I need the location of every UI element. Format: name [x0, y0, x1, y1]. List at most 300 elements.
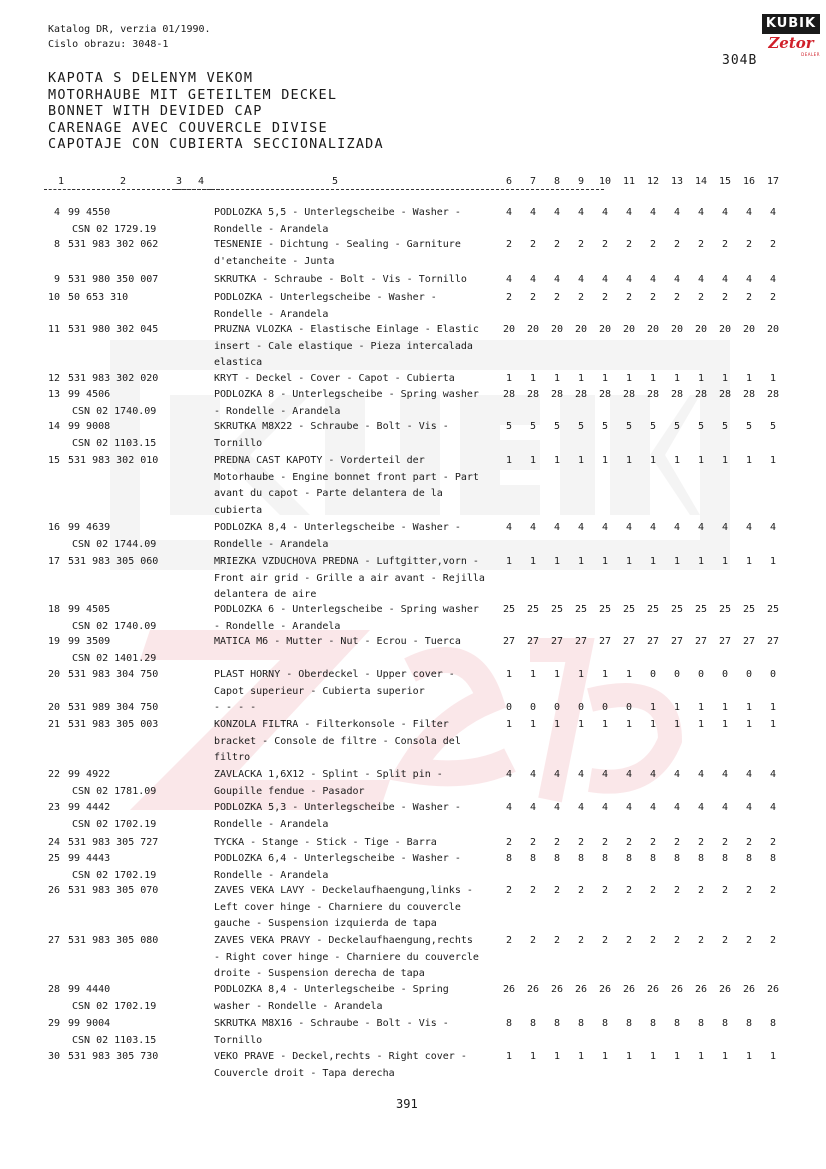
- description-line: ZAVES VEKA PRAVY - Deckelaufhaengung,rechts: [214, 935, 473, 946]
- part-number-primary: 531 980 350 007: [68, 274, 159, 285]
- quantity-cell: 1: [553, 1051, 561, 1062]
- variant-column-9: 9: [577, 176, 585, 187]
- quantity-cell: 27: [526, 636, 540, 647]
- quantity-cell: 4: [553, 274, 561, 285]
- description-line: Rondelle - Arandela: [214, 818, 329, 830]
- part-number: [68, 272, 208, 289]
- quantity-cell: 0: [721, 669, 729, 680]
- quantity-cell: 4: [505, 207, 513, 218]
- position-number: 13: [47, 389, 60, 400]
- figure-code: 304B: [722, 53, 758, 68]
- part-number: [68, 520, 208, 553]
- quantity-cell: 1: [769, 719, 777, 730]
- quantity-cell: 25: [502, 604, 516, 615]
- description-line: - - - -: [214, 702, 257, 713]
- description-line: PODLOZKA 8 - Unterlegscheibe - Spring washer: [214, 389, 479, 400]
- quantity-cell: 2: [529, 885, 537, 896]
- quantity-cell: 8: [745, 1018, 753, 1029]
- quantity-cell: 1: [577, 455, 585, 466]
- quantity-cell: 26: [598, 984, 612, 995]
- quantity-cell: 1: [625, 373, 633, 384]
- description-line: Goupille fendue - Pasador: [214, 785, 365, 797]
- quantity-cell: 1: [505, 455, 513, 466]
- quantity-cell: 2: [625, 292, 633, 303]
- quantity-cell: 4: [697, 522, 705, 533]
- quantity-cell: 4: [601, 802, 609, 813]
- quantity-cell: 4: [649, 207, 657, 218]
- quantity-cell: 4: [673, 522, 681, 533]
- quantity-cell: 2: [769, 885, 777, 896]
- quantity-cell: 1: [697, 455, 705, 466]
- quantity-cell: 1: [769, 556, 777, 567]
- description-line: PODLOZKA 5,5 - Unterlegscheibe - Washer -: [214, 207, 461, 218]
- variant-column-12: 12: [646, 176, 660, 187]
- description-line: ZAVLACKA 1,6X12 - Splint - Split pin -: [214, 769, 443, 780]
- description-line: d'etancheite - Junta: [214, 255, 335, 267]
- description-line: Tornillo: [214, 1034, 263, 1046]
- part-number-standard: CSN 02 1103.15: [72, 1034, 157, 1046]
- description-line: PRUZNA VLOZKA - Elastische Einlage - Elastic: [214, 324, 479, 335]
- position-number: 15: [47, 455, 60, 466]
- quantity-cell: 1: [553, 669, 561, 680]
- quantity-cell: 1: [601, 373, 609, 384]
- part-number-standard: CSN 02 1401.29: [72, 652, 157, 664]
- quantity-cell: 2: [553, 239, 561, 250]
- quantity-cell: 25: [694, 604, 708, 615]
- quantity-cell: 1: [697, 719, 705, 730]
- part-number: [68, 883, 208, 900]
- quantity-cell: 4: [577, 802, 585, 813]
- quantity-cell: 25: [646, 604, 660, 615]
- quantity-cell: 1: [697, 1051, 705, 1062]
- part-description: [214, 205, 494, 238]
- part-number: [68, 634, 208, 667]
- quantity-cell: 4: [505, 522, 513, 533]
- quantity-cell: 28: [574, 389, 588, 400]
- quantity-cell: 27: [694, 636, 708, 647]
- part-description: [214, 667, 494, 700]
- position-number: 18: [47, 604, 60, 615]
- quantity-cell: 4: [577, 207, 585, 218]
- quantity-cell: 4: [649, 769, 657, 780]
- description-line: gauche - Suspension izquierda de tapa: [214, 918, 437, 929]
- quantity-cell: 2: [649, 935, 657, 946]
- part-number-standard: CSN 02 1103.15: [72, 437, 157, 449]
- part-number-primary: 531 983 302 062: [68, 239, 159, 250]
- page-number: 391: [396, 1097, 418, 1111]
- logo-dealer: DEALER: [801, 52, 820, 57]
- description-line: PODLOZKA 5,3 - Unterlegscheibe - Washer -: [214, 802, 461, 813]
- quantity-cell: 4: [721, 769, 729, 780]
- quantity-cell: 1: [745, 719, 753, 730]
- quantity-cell: 1: [649, 556, 657, 567]
- description-line: Capot superieur - Cubierta superior: [214, 685, 425, 697]
- quantity-cell: 1: [697, 702, 705, 713]
- position-number: 19: [47, 636, 60, 647]
- quantity-cell: 5: [745, 421, 753, 432]
- quantity-cell: 2: [553, 885, 561, 896]
- quantity-cell: 2: [769, 837, 777, 848]
- position-number: 21: [47, 719, 60, 730]
- quantity-cell: 20: [622, 324, 636, 335]
- quantity-cell: 4: [697, 274, 705, 285]
- quantity-cell: 5: [553, 421, 561, 432]
- quantity-cell: 4: [721, 207, 729, 218]
- quantity-cell: 1: [649, 1051, 657, 1062]
- quantity-cell: 1: [745, 373, 753, 384]
- part-number: [68, 322, 208, 339]
- quantity-cell: 2: [649, 885, 657, 896]
- quantity-cell: 1: [505, 1051, 513, 1062]
- quantity-cell: 4: [721, 522, 729, 533]
- position-number: 25: [47, 853, 60, 864]
- quantity-cell: 8: [721, 853, 729, 864]
- quantity-cell: 8: [625, 1018, 633, 1029]
- description-line: TESNENIE - Dichtung - Sealing - Garniture: [214, 239, 461, 250]
- part-number: [68, 667, 208, 684]
- quantity-cell: 1: [601, 556, 609, 567]
- quantity-cell: 1: [625, 719, 633, 730]
- section-titles: [48, 70, 384, 153]
- description-line: Rondelle - Arandela: [214, 308, 329, 320]
- quantity-cell: 1: [625, 1051, 633, 1062]
- quantity-cell: 28: [694, 389, 708, 400]
- quantity-cell: 1: [553, 373, 561, 384]
- quantity-cell: 2: [673, 837, 681, 848]
- position-number: 22: [47, 769, 60, 780]
- quantity-cell: 0: [505, 702, 513, 713]
- quantity-cell: 0: [625, 702, 633, 713]
- quantity-cell: 4: [745, 207, 753, 218]
- quantity-cell: 1: [625, 556, 633, 567]
- quantity-cell: 25: [598, 604, 612, 615]
- description-line: PODLOZKA 8,4 - Unterlegscheibe - Washer -: [214, 522, 461, 533]
- quantity-cell: 2: [745, 239, 753, 250]
- quantity-cell: 8: [553, 1018, 561, 1029]
- quantity-cell: 4: [505, 274, 513, 285]
- part-number-primary: 99 4442: [68, 802, 111, 813]
- quantity-cell: 1: [649, 719, 657, 730]
- quantity-cell: 4: [577, 769, 585, 780]
- position-number: 26: [47, 885, 60, 896]
- title-sk: KAPOTA S DELENYM VEKOM: [48, 70, 254, 86]
- quantity-cell: 2: [505, 292, 513, 303]
- column-2: 2: [72, 176, 220, 190]
- quantity-cell: 26: [670, 984, 684, 995]
- quantity-cell: 1: [673, 373, 681, 384]
- quantity-cell: 8: [601, 1018, 609, 1029]
- description-line: Couvercle droit - Tapa derecha: [214, 1067, 395, 1079]
- quantity-cell: 4: [649, 274, 657, 285]
- quantity-cell: 1: [697, 556, 705, 567]
- quantity-cell: 2: [649, 292, 657, 303]
- quantity-cell: 2: [625, 885, 633, 896]
- part-number: [68, 237, 208, 254]
- quantity-cell: 2: [553, 837, 561, 848]
- quantity-cell: 2: [577, 885, 585, 896]
- quantity-cell: 26: [574, 984, 588, 995]
- quantity-cell: 2: [673, 885, 681, 896]
- quantity-cell: 4: [625, 207, 633, 218]
- quantity-cell: 2: [721, 885, 729, 896]
- quantity-cell: 2: [625, 837, 633, 848]
- position-number: 17: [47, 556, 60, 567]
- variant-column-16: 16: [742, 176, 756, 187]
- part-number: [68, 982, 208, 1015]
- position-number: 24: [47, 837, 60, 848]
- description-line: PREDNA CAST KAPOTY - Vorderteil der: [214, 455, 425, 466]
- part-number-primary: 531 983 305 080: [68, 935, 159, 946]
- description-line: - Rondelle - Arandela: [214, 405, 341, 417]
- quantity-cell: 1: [673, 719, 681, 730]
- quantity-cell: 8: [625, 853, 633, 864]
- quantity-cell: 1: [577, 669, 585, 680]
- quantity-cell: 4: [601, 769, 609, 780]
- quantity-cell: 26: [526, 984, 540, 995]
- quantity-cell: 2: [577, 837, 585, 848]
- description-line: cubierta: [214, 504, 263, 516]
- quantity-cell: 1: [601, 1051, 609, 1062]
- part-number-primary: 531 989 304 750: [68, 702, 159, 713]
- quantity-cell: 1: [721, 719, 729, 730]
- quantity-cell: 2: [601, 935, 609, 946]
- part-number: [68, 371, 208, 388]
- quantity-cell: 5: [625, 421, 633, 432]
- position-number: 20: [47, 702, 60, 713]
- quantity-cell: 2: [601, 239, 609, 250]
- description-line: SKRUTKA M8X16 - Schraube - Bolt - Vis -: [214, 1018, 449, 1029]
- quantity-cell: 2: [745, 885, 753, 896]
- quantity-cell: 1: [721, 702, 729, 713]
- description-line: MATICA M6 - Mutter - Nut - Ecrou - Tuerca: [214, 636, 461, 647]
- quantity-cell: 2: [697, 292, 705, 303]
- quantity-cell: 25: [766, 604, 780, 615]
- description-line: bracket - Console de filtre - Consola del: [214, 735, 461, 747]
- quantity-cell: 4: [553, 522, 561, 533]
- part-description: [214, 419, 494, 452]
- quantity-cell: 1: [577, 719, 585, 730]
- description-line: ZAVES VEKA LAVY - Deckelaufhaengung,links -: [214, 885, 473, 896]
- part-description: [214, 835, 494, 852]
- quantity-cell: 1: [505, 556, 513, 567]
- quantity-cell: 1: [745, 1051, 753, 1062]
- quantity-cell: 28: [502, 389, 516, 400]
- quantity-cell: 5: [769, 421, 777, 432]
- quantity-cell: 2: [601, 885, 609, 896]
- quantity-cell: 1: [553, 556, 561, 567]
- part-description: [214, 554, 494, 604]
- part-number-standard: CSN 02 1740.09: [72, 620, 157, 632]
- part-number: [68, 1016, 208, 1049]
- quantity-cell: 8: [649, 1018, 657, 1029]
- quantity-cell: 2: [745, 935, 753, 946]
- quantity-cell: 2: [745, 292, 753, 303]
- description-line: - Rondelle - Arandela: [214, 620, 341, 632]
- quantity-cell: 4: [769, 802, 777, 813]
- quantity-cell: 2: [505, 885, 513, 896]
- part-description: [214, 851, 494, 884]
- quantity-cell: 2: [601, 837, 609, 848]
- quantity-cell: 1: [697, 373, 705, 384]
- description-line: delantera de aire: [214, 589, 317, 600]
- quantity-cell: 20: [598, 324, 612, 335]
- quantity-cell: 1: [529, 669, 537, 680]
- position-number: 28: [47, 984, 60, 995]
- quantity-cell: 2: [721, 292, 729, 303]
- quantity-cell: 4: [745, 522, 753, 533]
- quantity-cell: 8: [769, 1018, 777, 1029]
- quantity-cell: 2: [721, 935, 729, 946]
- quantity-cell: 2: [553, 935, 561, 946]
- part-number: [68, 767, 208, 800]
- quantity-cell: 4: [673, 802, 681, 813]
- quantity-cell: 25: [526, 604, 540, 615]
- quantity-cell: 27: [766, 636, 780, 647]
- part-number: [68, 800, 208, 833]
- part-description: [214, 387, 494, 420]
- quantity-cell: 2: [721, 837, 729, 848]
- quantity-cell: 25: [742, 604, 756, 615]
- part-description: [214, 883, 494, 933]
- quantity-cell: 27: [502, 636, 516, 647]
- part-number-standard: CSN 02 1702.19: [72, 1000, 157, 1012]
- quantity-cell: 0: [697, 669, 705, 680]
- part-description: [214, 933, 494, 983]
- part-number-primary: 99 4443: [68, 853, 111, 864]
- part-number-primary: 99 4639: [68, 522, 111, 533]
- quantity-cell: 1: [577, 1051, 585, 1062]
- quantity-cell: 26: [622, 984, 636, 995]
- quantity-cell: 8: [673, 853, 681, 864]
- quantity-cell: 1: [601, 719, 609, 730]
- quantity-cell: 4: [649, 802, 657, 813]
- quantity-cell: 1: [649, 702, 657, 713]
- variant-column-6: 6: [505, 176, 513, 187]
- logo-kubik: KUBIK: [762, 14, 820, 34]
- part-number: [68, 1049, 208, 1066]
- kubik-zetor-logo: [762, 14, 820, 62]
- quantity-cell: 2: [529, 935, 537, 946]
- quantity-cell: 20: [574, 324, 588, 335]
- quantity-cell: 25: [574, 604, 588, 615]
- quantity-cell: 8: [577, 853, 585, 864]
- quantity-cell: 5: [577, 421, 585, 432]
- part-number-primary: 99 4922: [68, 769, 111, 780]
- part-number-primary: 99 9004: [68, 1018, 111, 1029]
- quantity-cell: 28: [598, 389, 612, 400]
- quantity-cell: 1: [529, 719, 537, 730]
- quantity-cell: 28: [550, 389, 564, 400]
- quantity-cell: 2: [625, 935, 633, 946]
- variant-column-15: 15: [718, 176, 732, 187]
- part-number: [68, 851, 208, 884]
- quantity-cell: 2: [745, 837, 753, 848]
- quantity-cell: 2: [553, 292, 561, 303]
- quantity-cell: 8: [769, 853, 777, 864]
- quantity-cell: 2: [697, 837, 705, 848]
- column-header: [0, 176, 826, 194]
- description-line: VEKO PRAVE - Deckel,rechts - Right cover -: [214, 1051, 467, 1062]
- quantity-cell: 26: [694, 984, 708, 995]
- quantity-cell: 4: [601, 207, 609, 218]
- variant-column-13: 13: [670, 176, 684, 187]
- quantity-cell: 20: [742, 324, 756, 335]
- part-description: [214, 800, 494, 833]
- quantity-cell: 2: [769, 292, 777, 303]
- quantity-cell: 1: [745, 556, 753, 567]
- quantity-cell: 5: [649, 421, 657, 432]
- quantity-cell: 1: [673, 455, 681, 466]
- quantity-cell: 4: [577, 274, 585, 285]
- description-line: TYCKA - Stange - Stick - Tige - Barra: [214, 837, 437, 848]
- quantity-cell: 2: [673, 292, 681, 303]
- description-line: Rondelle - Arandela: [214, 223, 329, 235]
- quantity-cell: 4: [769, 522, 777, 533]
- variant-column-7: 7: [529, 176, 537, 187]
- quantity-cell: 2: [697, 239, 705, 250]
- catalog-meta: [48, 22, 211, 52]
- quantity-cell: 4: [529, 207, 537, 218]
- part-number-primary: 531 983 302 010: [68, 455, 159, 466]
- part-number-primary: 99 4505: [68, 604, 111, 615]
- part-number: [68, 602, 208, 635]
- part-description: [214, 982, 494, 1015]
- description-line: PODLOZKA 6,4 - Unterlegscheibe - Washer -: [214, 853, 461, 864]
- quantity-cell: 8: [697, 853, 705, 864]
- quantity-cell: 1: [649, 455, 657, 466]
- description-line: PODLOZKA - Unterlegscheibe - Washer -: [214, 292, 437, 303]
- quantity-cell: 4: [649, 522, 657, 533]
- quantity-cell: 27: [670, 636, 684, 647]
- quantity-cell: 1: [529, 556, 537, 567]
- quantity-cell: 2: [673, 239, 681, 250]
- quantity-cell: 4: [601, 274, 609, 285]
- quantity-cell: 4: [529, 522, 537, 533]
- quantity-cell: 1: [673, 556, 681, 567]
- quantity-cell: 8: [577, 1018, 585, 1029]
- quantity-cell: 1: [505, 719, 513, 730]
- quantity-cell: 8: [721, 1018, 729, 1029]
- quantity-cell: 26: [502, 984, 516, 995]
- part-number-primary: 531 983 305 003: [68, 719, 159, 730]
- part-number-standard: CSN 02 1702.19: [72, 818, 157, 830]
- description-line: elastica: [214, 357, 263, 368]
- quantity-cell: 25: [670, 604, 684, 615]
- quantity-cell: 2: [529, 837, 537, 848]
- part-number-standard: CSN 02 1702.19: [72, 869, 157, 881]
- position-number: 10: [47, 292, 60, 303]
- description-line: SKRUTKA - Schraube - Bolt - Vis - Tornillo: [214, 274, 467, 285]
- quantity-cell: 4: [577, 522, 585, 533]
- quantity-cell: 28: [526, 389, 540, 400]
- part-description: [214, 322, 494, 372]
- quantity-cell: 4: [673, 769, 681, 780]
- quantity-cell: 1: [745, 455, 753, 466]
- quantity-cell: 28: [742, 389, 756, 400]
- quantity-cell: 5: [505, 421, 513, 432]
- description-line: Rondelle - Arandela: [214, 538, 329, 550]
- description-line: droite - Suspension derecha de tapa: [214, 968, 425, 979]
- quantity-cell: 1: [553, 719, 561, 730]
- quantity-cell: 20: [550, 324, 564, 335]
- quantity-cell: 8: [529, 853, 537, 864]
- quantity-cell: 4: [529, 802, 537, 813]
- quantity-cell: 4: [721, 802, 729, 813]
- quantity-cell: 0: [553, 702, 561, 713]
- quantity-cell: 4: [529, 769, 537, 780]
- quantity-cell: 20: [694, 324, 708, 335]
- quantity-cell: 0: [769, 669, 777, 680]
